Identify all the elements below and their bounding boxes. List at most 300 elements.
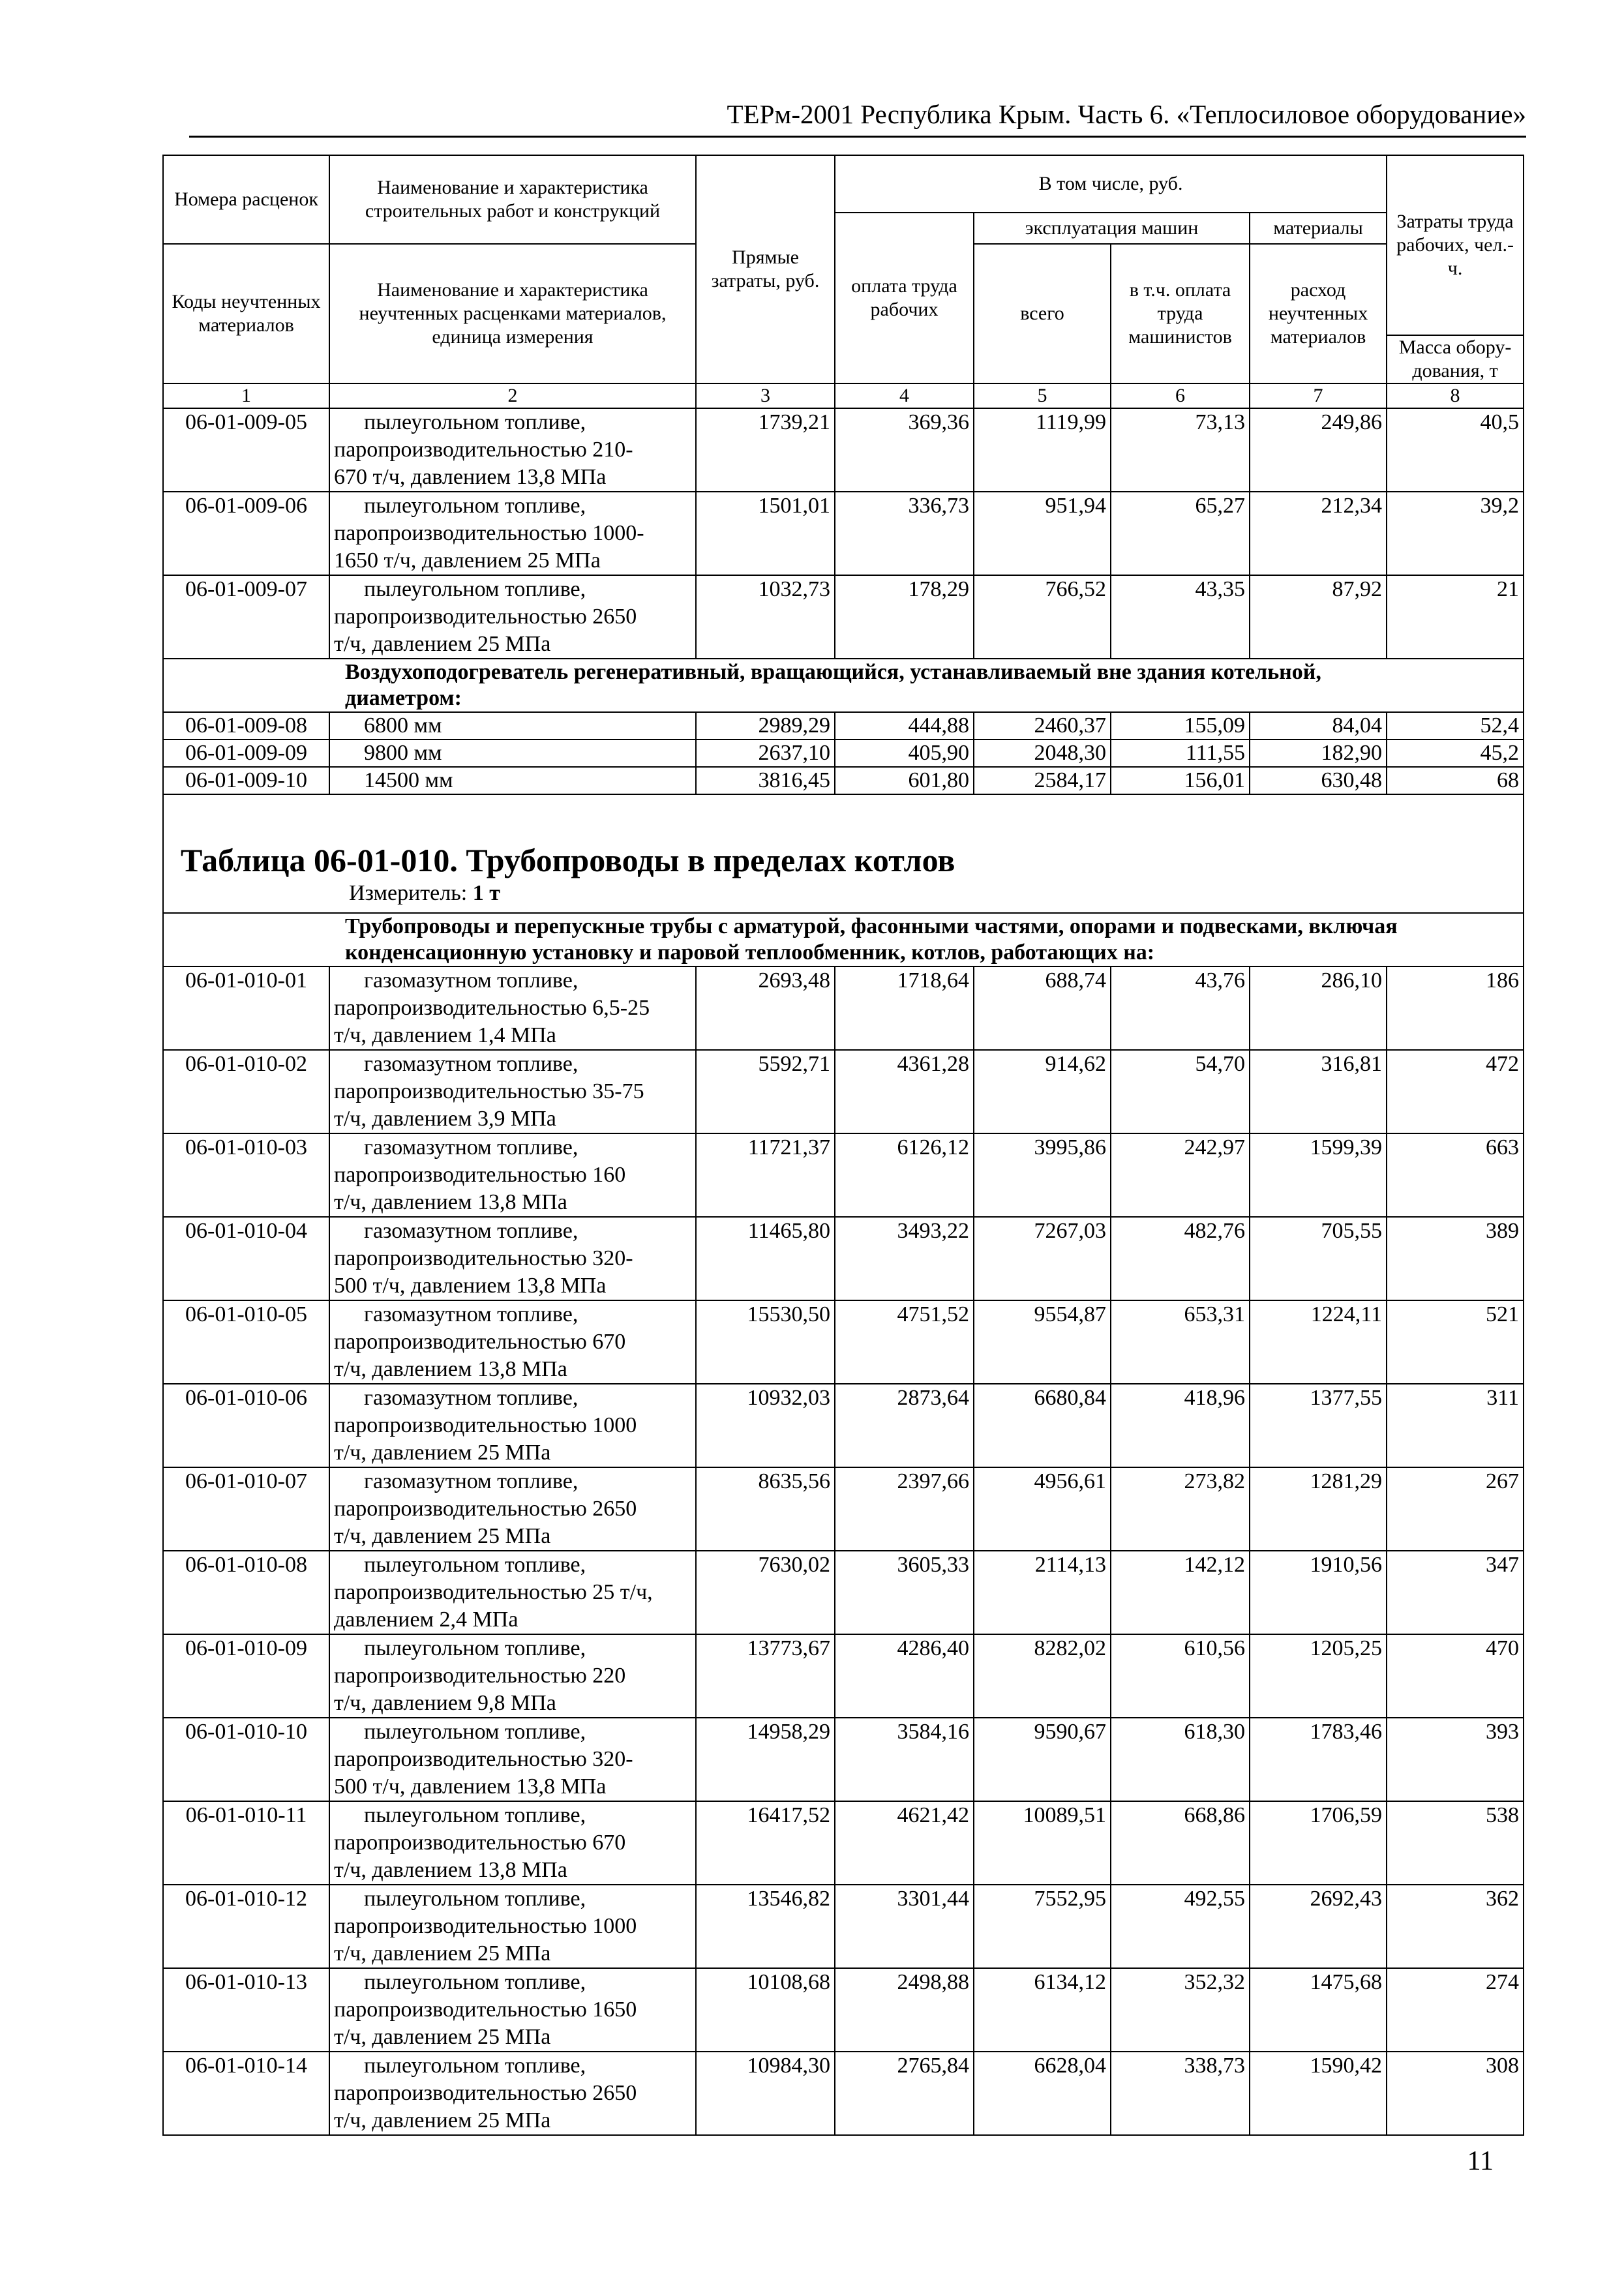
rate-name-line — [334, 1885, 691, 1913]
rate-name-text: газомазутном топливе, — [364, 1469, 579, 1493]
value-labor: 6126,12 — [835, 1133, 974, 1217]
header-rate-numbers: Номера расценок — [163, 155, 329, 244]
rate-name-text: пылеугольном топливе, — [364, 1720, 586, 1744]
value-materials: 1590,42 — [1250, 2052, 1387, 2135]
rate-name-text: т/ч, давлением 25 МПа — [334, 2025, 551, 2049]
value-operators: 618,30 — [1111, 1718, 1250, 1801]
table-row — [163, 1968, 1524, 2052]
value-operators: 242,97 — [1111, 1133, 1250, 1217]
rate-name — [329, 740, 696, 767]
value-hours: 521 — [1387, 1300, 1524, 1384]
rate-code: 06-01-009-10 — [163, 767, 329, 794]
value-operators: 273,82 — [1111, 1467, 1250, 1551]
value-materials: 705,55 — [1250, 1217, 1387, 1300]
table-title: Таблица 06-01-010. Трубопроводы в пределах котлов — [181, 842, 955, 878]
value-operators: 65,27 — [1111, 492, 1250, 575]
value-hours: 393 — [1387, 1718, 1524, 1801]
value-hours: 472 — [1387, 1050, 1524, 1133]
rate-code: 06-01-010-01 — [163, 966, 329, 1050]
value-hours: 274 — [1387, 1968, 1524, 2052]
rate-name — [329, 492, 696, 575]
rate-name-line — [334, 2024, 691, 2051]
value-hours: 39,2 — [1387, 492, 1524, 575]
rate-name-text: пылеугольном топливе, — [364, 1636, 586, 1660]
rate-code: 06-01-010-03 — [163, 1133, 329, 1217]
section-line: диаметром: — [345, 686, 462, 710]
value-total: 8282,02 — [974, 1634, 1111, 1718]
rate-name-line — [334, 409, 691, 436]
rate-name-text: 670 т/ч, давлением 13,8 МПа — [334, 465, 607, 489]
value-materials: 1910,56 — [1250, 1551, 1387, 1634]
value-total: 7267,03 — [974, 1217, 1111, 1300]
rate-name-line — [334, 2107, 691, 2134]
rate-name — [329, 966, 696, 1050]
value-direct: 13773,67 — [696, 1634, 835, 1718]
spacer — [163, 794, 1524, 834]
value-materials: 1599,39 — [1250, 1133, 1387, 1217]
value-hours: 362 — [1387, 1885, 1524, 1968]
value-labor: 405,90 — [835, 740, 974, 767]
rate-name-line — [334, 520, 691, 547]
value-materials: 1377,55 — [1250, 1384, 1387, 1467]
rate-name-line — [334, 631, 691, 658]
rate-name-text: т/ч, давлением 25 МПа — [334, 1941, 551, 1966]
header-direct-costs: Прямые затраты, руб. — [696, 155, 835, 383]
page-number: 11 — [1467, 2146, 1494, 2176]
value-labor: 3584,16 — [835, 1718, 974, 1801]
value-total: 2460,37 — [974, 712, 1111, 740]
value-hours: 52,4 — [1387, 712, 1524, 740]
rates-table — [162, 155, 1524, 2136]
value-materials: 1205,25 — [1250, 1634, 1387, 1718]
rate-name-text: газомазутном топливе, — [364, 1302, 579, 1326]
rate-name-text: т/ч, давлением 13,8 МПа — [334, 1190, 567, 1214]
table-row — [163, 767, 1524, 794]
value-labor: 3493,22 — [835, 1217, 974, 1300]
value-operators: 156,01 — [1111, 767, 1250, 794]
rate-name-text: 9800 мм — [364, 741, 442, 765]
rate-name-line — [334, 1857, 691, 1884]
value-materials: 1783,46 — [1250, 1718, 1387, 1801]
value-direct: 1739,21 — [696, 408, 835, 492]
section-pipes-heading — [163, 913, 1524, 966]
value-materials: 182,90 — [1250, 740, 1387, 767]
rate-name — [329, 1885, 696, 1968]
value-total: 914,62 — [974, 1050, 1111, 1133]
rate-name-line — [334, 1245, 691, 1272]
rate-name-line — [334, 1662, 691, 1690]
rate-code: 06-01-010-04 — [163, 1217, 329, 1300]
value-total: 6680,84 — [974, 1384, 1111, 1467]
value-materials: 87,92 — [1250, 575, 1387, 659]
rate-name-line — [334, 1468, 691, 1495]
section-line: конденсационную установку и паровой теплообменник, котлов, работающих на: — [345, 940, 1155, 965]
value-total: 688,74 — [974, 966, 1111, 1050]
rate-name-text: паропроизводительностью 210- — [334, 438, 633, 462]
rate-name-line — [334, 1773, 691, 1801]
value-labor: 2765,84 — [835, 2052, 974, 2135]
rate-name-line — [334, 1439, 691, 1467]
header-material-codes: Коды неучтенных материалов — [163, 244, 329, 383]
value-materials: 1281,29 — [1250, 1467, 1387, 1551]
rate-name-line — [334, 1272, 691, 1300]
table-row — [163, 1384, 1524, 1467]
rate-name — [329, 1801, 696, 1885]
rate-name-line — [334, 1022, 691, 1049]
value-direct: 14958,29 — [696, 1718, 835, 1801]
rate-name — [329, 1133, 696, 1217]
rate-name-line — [334, 1690, 691, 1717]
value-hours: 267 — [1387, 1467, 1524, 1551]
rate-name — [329, 1467, 696, 1551]
value-hours: 308 — [1387, 2052, 1524, 2135]
value-direct: 2693,48 — [696, 966, 835, 1050]
value-operators: 352,32 — [1111, 1968, 1250, 2052]
rate-name-line — [334, 1579, 691, 1606]
table-row — [163, 2052, 1524, 2135]
rate-code: 06-01-010-10 — [163, 1718, 329, 1801]
table-row — [163, 740, 1524, 767]
rate-name — [329, 408, 696, 492]
unit-cell — [163, 880, 1524, 913]
rate-name-text: паропроизводительностью 2650 — [334, 605, 637, 629]
rate-name-text: газомазутном топливе, — [364, 1386, 579, 1410]
rate-name-line — [334, 2052, 691, 2080]
rate-name-line — [334, 1301, 691, 1328]
value-total: 10089,51 — [974, 1801, 1111, 1885]
rate-name — [329, 1300, 696, 1384]
header-operators-pay: в т.ч. оплата труда машинистов — [1111, 244, 1250, 383]
rate-code: 06-01-009-09 — [163, 740, 329, 767]
value-total: 9554,87 — [974, 1300, 1111, 1384]
value-total: 7552,95 — [974, 1885, 1111, 1968]
rate-name — [329, 1968, 696, 2052]
rate-name-text: 6800 мм — [364, 713, 442, 738]
table-row — [163, 1050, 1524, 1133]
value-materials: 630,48 — [1250, 767, 1387, 794]
rate-name-text: пылеугольном топливе, — [364, 2054, 586, 2078]
rate-name-text: 1650 т/ч, давлением 25 МПа — [334, 548, 601, 573]
value-hours: 21 — [1387, 575, 1524, 659]
rate-name-text: 500 т/ч, давлением 13,8 МПа — [334, 1274, 607, 1298]
value-direct: 7630,02 — [696, 1551, 835, 1634]
section-pipes-heading-text — [163, 913, 1524, 966]
rate-name-text: т/ч, давлением 13,8 МПа — [334, 1858, 567, 1882]
section-line: Воздухоподогреватель регенеративный, вращающийся, устанавливаемый вне здания котельной, — [345, 660, 1321, 684]
rate-name-line — [334, 1913, 691, 1940]
value-hours: 389 — [1387, 1217, 1524, 1300]
rate-name-text: т/ч, давлением 9,8 МПа — [334, 1691, 556, 1715]
value-direct: 13546,82 — [696, 1885, 835, 1968]
rate-name-line — [334, 1078, 691, 1105]
value-total: 951,94 — [974, 492, 1111, 575]
rate-name-line — [334, 1412, 691, 1439]
value-labor: 444,88 — [835, 712, 974, 740]
rate-code: 06-01-010-07 — [163, 1467, 329, 1551]
rate-name-text: газомазутном топливе, — [364, 1052, 579, 1076]
rate-name-text: паропроизводительностью 2650 — [334, 2081, 637, 2105]
rate-name-text: паропроизводительностью 35-75 — [334, 1079, 644, 1103]
value-labor: 336,73 — [835, 492, 974, 575]
value-materials: 84,04 — [1250, 712, 1387, 740]
value-direct: 16417,52 — [696, 1801, 835, 1885]
rate-name-line — [334, 1189, 691, 1216]
rate-name-text: газомазутном топливе, — [364, 1135, 579, 1159]
column-number: 2 — [329, 383, 696, 408]
value-operators: 54,70 — [1111, 1050, 1250, 1133]
value-total: 3995,86 — [974, 1133, 1111, 1217]
column-number: 3 — [696, 383, 835, 408]
rate-name-text: паропроизводительностью 160 — [334, 1163, 626, 1187]
rate-name-text: паропроизводительностью 1000- — [334, 521, 644, 545]
rate-name-line — [334, 1384, 691, 1412]
value-operators: 142,12 — [1111, 1551, 1250, 1634]
rate-code: 06-01-009-06 — [163, 492, 329, 575]
value-materials: 1224,11 — [1250, 1300, 1387, 1384]
rate-name-text: паропроизводительностью 6,5-25 — [334, 996, 650, 1020]
rate-name-text: паропроизводительностью 2650 — [334, 1497, 637, 1521]
value-labor: 4621,42 — [835, 1801, 974, 1885]
value-total: 2584,17 — [974, 767, 1111, 794]
rate-name-line — [334, 1718, 691, 1746]
page-header: ТЕРм-2001 Республика Крым. Часть 6. «Теплосиловое оборудование» — [189, 98, 1526, 138]
value-direct: 10108,68 — [696, 1968, 835, 2052]
rate-name-text: давлением 2,4 МПа — [334, 1608, 519, 1632]
rate-code: 06-01-010-14 — [163, 2052, 329, 2135]
rate-name-line — [334, 603, 691, 631]
value-materials: 249,86 — [1250, 408, 1387, 492]
rate-name-line — [334, 1161, 691, 1189]
header-materials: материалы — [1250, 213, 1387, 244]
table-row — [163, 1300, 1524, 1384]
table-row — [163, 1551, 1524, 1634]
rate-name — [329, 1217, 696, 1300]
rate-name-text: т/ч, давлением 1,4 МПа — [334, 1023, 556, 1047]
rate-name-line — [334, 1328, 691, 1356]
rate-name-text: т/ч, давлением 25 МПа — [334, 632, 551, 656]
rate-name-line — [334, 1105, 691, 1133]
value-labor: 3605,33 — [835, 1551, 974, 1634]
table-row — [163, 1718, 1524, 1801]
table-title-cell — [163, 834, 1524, 880]
value-hours: 40,5 — [1387, 408, 1524, 492]
value-direct: 10932,03 — [696, 1384, 835, 1467]
rate-code: 06-01-010-13 — [163, 1968, 329, 2052]
rate-name-text: пылеугольном топливе, — [364, 494, 586, 518]
rate-name-line — [334, 1802, 691, 1829]
rate-code: 06-01-010-06 — [163, 1384, 329, 1467]
table-row — [163, 1217, 1524, 1300]
value-labor: 3301,44 — [835, 1885, 974, 1968]
value-labor: 178,29 — [835, 575, 974, 659]
unit-label: Измеритель: — [349, 881, 468, 905]
rate-code: 06-01-009-08 — [163, 712, 329, 740]
rate-name-line — [334, 1356, 691, 1383]
value-direct: 2989,29 — [696, 712, 835, 740]
unit-value: 1 т — [472, 881, 500, 905]
rate-code: 06-01-009-05 — [163, 408, 329, 492]
rate-code: 06-01-010-12 — [163, 1885, 329, 1968]
rate-name-text: пылеугольном топливе, — [364, 1803, 586, 1827]
rate-name-text: 500 т/ч, давлением 13,8 МПа — [334, 1774, 607, 1799]
table-row — [163, 492, 1524, 575]
value-hours: 45,2 — [1387, 740, 1524, 767]
rate-name — [329, 712, 696, 740]
rate-code: 06-01-010-11 — [163, 1801, 329, 1885]
rate-name-text: пылеугольном топливе, — [364, 410, 586, 434]
rate-name — [329, 1050, 696, 1133]
value-materials: 316,81 — [1250, 1050, 1387, 1133]
value-operators: 155,09 — [1111, 712, 1250, 740]
value-direct: 5592,71 — [696, 1050, 835, 1133]
column-number: 7 — [1250, 383, 1387, 408]
header-including: В том числе, руб. — [835, 155, 1387, 213]
value-materials: 1475,68 — [1250, 1968, 1387, 2052]
value-labor: 601,80 — [835, 767, 974, 794]
value-hours: 538 — [1387, 1801, 1524, 1885]
value-labor: 2873,64 — [835, 1384, 974, 1467]
table-row — [163, 1133, 1524, 1217]
table-row — [163, 712, 1524, 740]
rate-name-text: пылеугольном топливе, — [364, 1887, 586, 1911]
rate-name — [329, 1551, 696, 1634]
value-hours: 311 — [1387, 1384, 1524, 1467]
rate-name-line — [334, 1051, 691, 1078]
value-materials: 212,34 — [1250, 492, 1387, 575]
rate-name-text: паропроизводительностью 1000 — [334, 1413, 637, 1437]
value-direct: 1032,73 — [696, 575, 835, 659]
value-operators: 610,56 — [1111, 1634, 1250, 1718]
value-total: 6134,12 — [974, 1968, 1111, 2052]
value-total: 2048,30 — [974, 740, 1111, 767]
rate-name-text: паропроизводительностью 25 т/ч, — [334, 1580, 653, 1604]
rate-name-line — [334, 1606, 691, 1634]
rate-name-text: паропроизводительностью 220 — [334, 1664, 626, 1688]
table-row — [163, 1801, 1524, 1885]
value-labor: 2397,66 — [835, 1467, 974, 1551]
value-total: 6628,04 — [974, 2052, 1111, 2135]
value-total: 766,52 — [974, 575, 1111, 659]
rate-name — [329, 1634, 696, 1718]
rate-name-text: пылеугольном топливе, — [364, 577, 586, 601]
rate-code: 06-01-010-08 — [163, 1551, 329, 1634]
rate-name-line — [334, 1134, 691, 1161]
table-row — [163, 575, 1524, 659]
rate-name-text: т/ч, давлением 25 МПа — [334, 1441, 551, 1465]
value-hours: 68 — [1387, 767, 1524, 794]
value-labor: 4751,52 — [835, 1300, 974, 1384]
rate-name-text: газомазутном топливе, — [364, 968, 579, 993]
table-row — [163, 1467, 1524, 1551]
value-operators: 73,13 — [1111, 408, 1250, 492]
value-operators: 653,31 — [1111, 1300, 1250, 1384]
value-operators: 492,55 — [1111, 1885, 1250, 1968]
rate-name — [329, 1718, 696, 1801]
value-total: 1119,99 — [974, 408, 1111, 492]
header-labor-pay: оплата труда рабочих — [835, 213, 974, 383]
rate-code: 06-01-010-09 — [163, 1634, 329, 1718]
value-operators: 338,73 — [1111, 2052, 1250, 2135]
rate-name-line — [334, 1218, 691, 1245]
rate-name-line — [334, 1551, 691, 1579]
header-machines-total: всего — [974, 244, 1111, 383]
value-direct: 11465,80 — [696, 1217, 835, 1300]
rate-name-line — [334, 1746, 691, 1773]
rate-name-text: т/ч, давлением 13,8 МПа — [334, 1357, 567, 1381]
rate-name — [329, 1384, 696, 1467]
header-unaccounted-materials: расход неучтенных материалов — [1250, 244, 1387, 383]
rate-name-line — [334, 1523, 691, 1550]
value-operators: 43,35 — [1111, 575, 1250, 659]
value-materials: 286,10 — [1250, 966, 1387, 1050]
column-number: 5 — [974, 383, 1111, 408]
header-work-name: Наименование и характеристика строительных работ и конструкций — [329, 155, 696, 244]
rate-name-line — [334, 464, 691, 491]
value-total: 2114,13 — [974, 1551, 1111, 1634]
column-number: 8 — [1387, 383, 1524, 408]
value-direct: 3816,45 — [696, 767, 835, 794]
rate-code: 06-01-010-05 — [163, 1300, 329, 1384]
value-hours: 663 — [1387, 1133, 1524, 1217]
rate-name — [329, 2052, 696, 2135]
header-labor-hours: Затраты труда рабочих, чел.-ч. — [1387, 155, 1524, 335]
value-labor: 1718,64 — [835, 966, 974, 1050]
rate-name-text: паропроизводительностью 320- — [334, 1747, 633, 1771]
rate-name-line — [334, 1996, 691, 2024]
value-direct: 2637,10 — [696, 740, 835, 767]
value-operators: 482,76 — [1111, 1217, 1250, 1300]
value-labor: 2498,88 — [835, 1968, 974, 2052]
rate-code: 06-01-009-07 — [163, 575, 329, 659]
rate-name-text: паропроизводительностью 670 — [334, 1330, 626, 1354]
section-heater-heading — [163, 659, 1524, 712]
rate-name-line — [334, 1829, 691, 1857]
rate-name-text: 14500 мм — [364, 768, 453, 792]
value-direct: 8635,56 — [696, 1467, 835, 1551]
column-number: 4 — [835, 383, 974, 408]
rate-name-line — [334, 547, 691, 575]
table-row — [163, 1885, 1524, 1968]
section-line: Трубопроводы и перепускные трубы с арматурой, фасонными частями, опорами и подвесками, включая — [345, 914, 1398, 938]
header-machines: эксплуатация машин — [974, 213, 1250, 244]
section-heater-heading-text — [163, 659, 1524, 712]
value-materials: 1706,59 — [1250, 1801, 1387, 1885]
rate-name-line — [334, 1969, 691, 1996]
value-hours: 186 — [1387, 966, 1524, 1050]
rate-name-text: паропроизводительностью 1650 — [334, 1997, 637, 2022]
value-direct: 10984,30 — [696, 2052, 835, 2135]
rate-name-text: т/ч, давлением 3,9 МПа — [334, 1107, 556, 1131]
column-number: 6 — [1111, 383, 1250, 408]
value-operators: 418,96 — [1111, 1384, 1250, 1467]
rate-name-line — [334, 576, 691, 603]
rate-name-line — [334, 995, 691, 1022]
value-operators: 43,76 — [1111, 966, 1250, 1050]
table-row — [163, 408, 1524, 492]
rate-name-line — [334, 1635, 691, 1662]
rate-name-text: пылеугольном топливе, — [364, 1553, 586, 1577]
rate-name-line — [334, 2080, 691, 2107]
rate-name-text: паропроизводительностью 670 — [334, 1831, 626, 1855]
value-materials: 2692,43 — [1250, 1885, 1387, 1968]
value-labor: 369,36 — [835, 408, 974, 492]
value-total: 9590,67 — [974, 1718, 1111, 1801]
rate-name-line — [334, 1940, 691, 1967]
value-direct: 1501,01 — [696, 492, 835, 575]
rate-name — [329, 575, 696, 659]
value-hours: 347 — [1387, 1551, 1524, 1634]
header-material-name: Наименование и характеристика неучтенных расценками материалов, единица измерения — [329, 244, 696, 383]
